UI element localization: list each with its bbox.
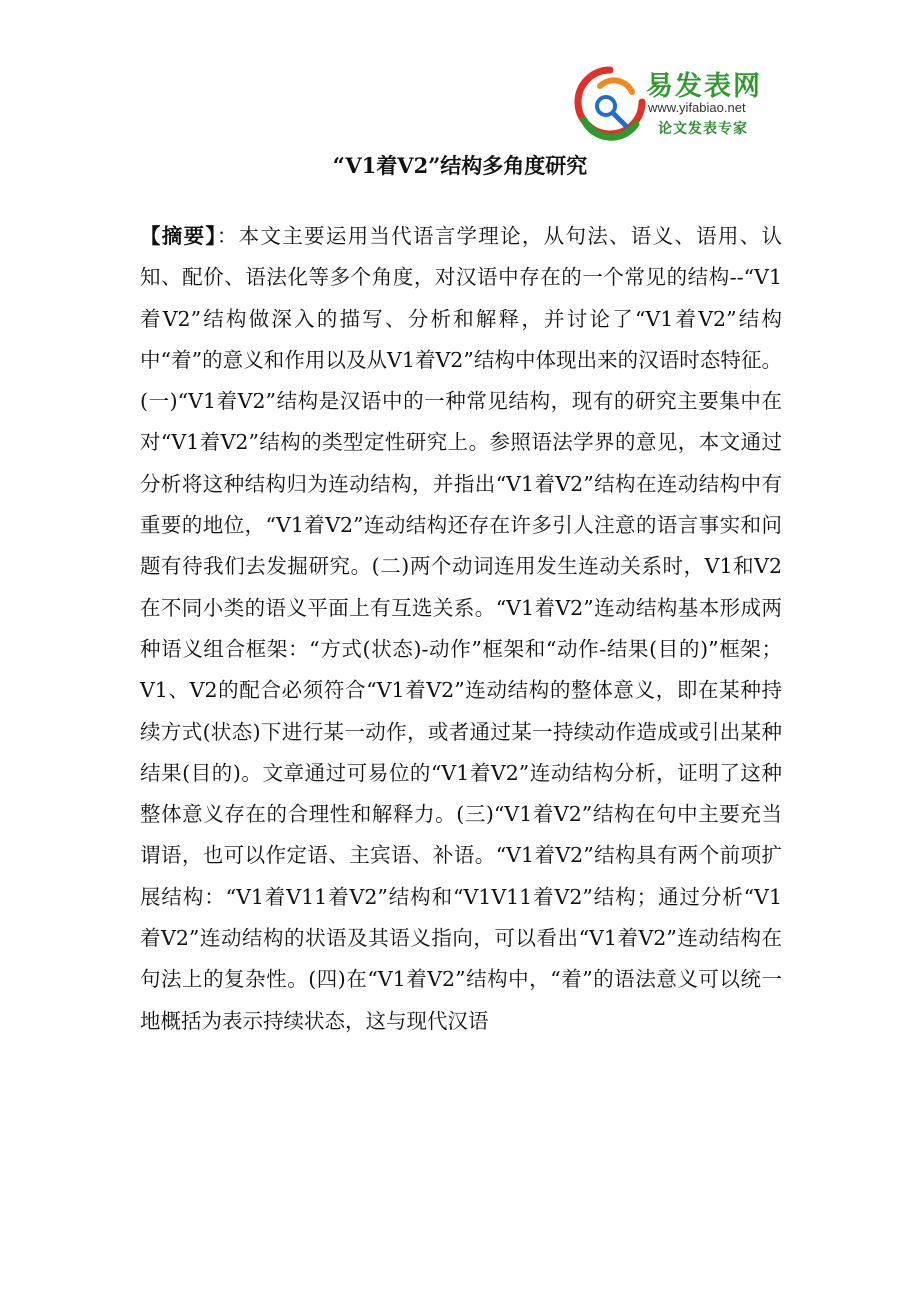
logo-brand-text: 易发表网 [646,71,762,102]
logo-tagline: 论文发表专家 [658,121,748,137]
logo-emblem-icon [570,62,650,144]
document-title: “V1着V2”结构多角度研究 [332,153,588,178]
abstract-paragraph [140,216,782,1042]
logo-url-text: www.yifabiao.net [648,100,746,115]
abstract-text: ：本文主要运用当代语言学理论，从句法、语义、语用、认知、配价、语法化等多个角度，对汉语中存在的一个常见的结构--“V1着V2”结构做深入的描写、分析和解释，并讨论了“V1着V2”结构中“着”的意义和作用以及从V1着V2”结构中体现出来的汉语时态特征。(一)“V1着V2”结构是汉语中的一种常见结构，现有的研究主要集中在对“V1着V2”结构的类型定性研究上。参照语法学界的意见，本文通过分析将这种结构归为连动结构，并指出“V1着V2”结构在连动结构中有重要的地位，“V1着V2”连动结构还存在许多引人注意的语言事实和问题有待我们去发掘研究。(二)两个动词连用发生连动关系时，V1和V2在不同小类的语义平面上有互选关系。“V1着V2”连动结构基本形成两种语义组合框架：“方式(状态)-动作”框架和“动作-结果(目的)”框架；V1、V2的配合必须符合“V1着V2”连动结构的整体意义，即在某种持续方式(状态)下进行某一动作，或者通过某一持续动作造成或引出某种结果(目的)。文章通过可易位的“V1着V2”连动结构分析，证明了这种整体意义存在的合理性和解释力。(三)“V1着V2”结构在句中主要充当谓语，也可以作定语、主宾语、补语。“V1着V2”结构具有两个前项扩展结构：“V1着V11着V2”结构和“V1V11着V2”结构；通过分析“V1着V2”连动结构的状语及其语义指向，可以看出“V1着V2”连动结构在句法上的复杂性。(四)在“V1着V2”结构中，“着”的语法意义可以统一地概括为表示持续状态，这与现代汉语 [140,224,783,1033]
abstract-label: 【摘要】 [140,224,217,248]
site-logo [570,62,785,144]
